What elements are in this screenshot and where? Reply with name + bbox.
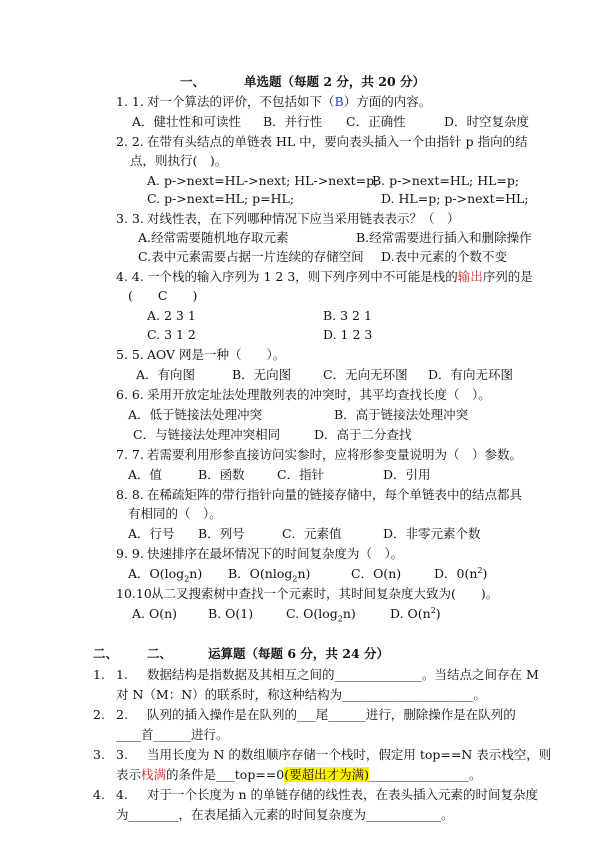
q7-text: 若需要利用形参直接访问实参时，应将形参变量说明为（ ）参数。 xyxy=(147,447,523,462)
q2-option-c: C. p->next=HL; p=HL; xyxy=(147,191,295,206)
q8-option-d: D．非零元素个数 xyxy=(383,526,481,541)
q6-text: 采用开放定址法处理散列表的冲突时，其平均查找长度（ ）。 xyxy=(147,387,491,402)
q10-text: 从二叉搜索树中查找一个元素时，其时间复杂度大致为( )。 xyxy=(151,586,499,601)
s2-q3-line2: 表示栈满的条件是___top==0(要超出才为满)________________。 xyxy=(116,767,482,782)
s2-q2-number-2: 2. xyxy=(116,707,128,722)
q9-option-a: A．$O(\log_2n)$ xyxy=(128,566,203,584)
q3-option-d: D.表中元素的个数不变 xyxy=(381,249,508,264)
q6-option-b: B．高于链接法处理冲突 xyxy=(334,407,469,422)
q8-option-a: A．行号 xyxy=(128,526,175,541)
q3-option-b: B.经常需要进行插入和删除操作 xyxy=(356,230,532,245)
q2-number: 2. 2. xyxy=(116,134,144,149)
s2-q1-number-1: 1. xyxy=(93,667,105,682)
section2-number-1: 二、 xyxy=(93,646,119,661)
s2-q2-line2: ____首______进行。 xyxy=(116,727,229,742)
q6-option-a: A．低于链接法处理冲突 xyxy=(128,407,263,422)
q5-option-c: C．无向无环图 xyxy=(323,367,408,382)
s2-q1-number-2: 1. xyxy=(116,667,128,682)
q10-option-d: D. $O(n^2)$ xyxy=(390,605,441,621)
q5-number: 5. 5. xyxy=(116,347,144,362)
q3-option-c: C.表中元素需要占据一片连续的存储空间 xyxy=(138,249,364,264)
q9-text: 快速排序在最坏情况下的时间复杂度为（ ）。 xyxy=(147,546,404,561)
q4-answer: ( C ) xyxy=(128,288,198,303)
q10-option-b: B. O(1) xyxy=(208,606,254,621)
s2-q3-highlight: (要超出才为满) xyxy=(284,767,369,782)
s2-q3-line1: 当用长度为 N 的数组顺序存储一个栈时，假定用 top==N 表示栈空，则 xyxy=(147,747,552,762)
q10-number: 10.10. xyxy=(116,586,156,601)
q9-option-c: C．O(n) xyxy=(351,566,402,581)
q4-text: 一个栈的输入序列为 1 2 3，则下列序列中不可能是栈的输出序列的是 xyxy=(147,269,533,284)
section1-number: 一、 xyxy=(180,74,206,89)
q6-number: 6. 6. xyxy=(116,387,144,402)
section1-title: 单选题（每题 2 分，共 20 分） xyxy=(244,74,426,89)
q1-option-a: A．健壮性和可读性 xyxy=(132,114,242,129)
q1-option-d: D．时空复杂度 xyxy=(444,114,530,129)
q7-option-a: A．值 xyxy=(128,467,163,482)
s2-q2-number-1: 2. xyxy=(93,707,105,722)
s2-q4-number-2: 4. xyxy=(116,787,128,802)
q7-option-c: C．指针 xyxy=(277,467,325,482)
q8-text-line2: 有相同的（ ）。 xyxy=(128,506,222,521)
s2-q3-number-2: 3. xyxy=(116,747,128,762)
q8-text-line1: 在稀疏矩阵的带行指针向量的链接存储中，每个单链表中的结点都具 xyxy=(147,487,523,502)
q2-text-line1: 在带有头结点的单链表 HL 中，要向表头插入一个由指针 p 指向的结 xyxy=(147,134,528,149)
q4-option-c: C. 3 1 2 xyxy=(147,327,196,342)
s2-q4-line2: 为________，在表尾插入元素的时间复杂度为____________。 xyxy=(116,807,454,822)
q9-option-b: B．O(nlog$_2$n) xyxy=(228,566,311,584)
q5-option-d: D．有向无环图 xyxy=(428,367,514,382)
q4-option-b: B. 3 2 1 xyxy=(323,308,372,323)
q4-number: 4. 4. xyxy=(116,269,144,284)
q8-number: 8. 8. xyxy=(116,487,144,502)
q5-option-a: A．有向图 xyxy=(136,367,196,382)
q1-option-b: B．并行性 xyxy=(263,114,323,129)
s2-q1-line2: 对 N（M：N）的联系时，称这种结构为_____________________。 xyxy=(116,687,486,702)
q10-option-a: A. O(n) xyxy=(132,606,178,621)
q3-number: 3. 3. xyxy=(116,211,144,226)
section2-number-2: 二、 xyxy=(147,646,173,661)
s2-q4-line1: 对于一个长度为 n 的单链存储的线性表，在表头插入元素的时间复杂度 xyxy=(147,787,538,802)
q6-option-c: C．与链接法处理冲突相同 xyxy=(133,427,281,442)
q9-option-d: D．$0(n^2)$ xyxy=(434,565,488,581)
q4-option-d: D. 1 2 3 xyxy=(323,327,373,342)
s2-q3-number-1: 3. xyxy=(93,747,105,762)
q4-option-a: A. 2 3 1 xyxy=(147,308,196,323)
s2-q1-line1: 数据结构是指数据及其相互之间的______________。当结点之间存在 M xyxy=(147,667,539,682)
q1-text: 对一个算法的评价，不包括如下（B）方面的内容。 xyxy=(147,94,432,109)
q2-option-d: D. HL=p; p->next=HL; xyxy=(381,191,529,206)
section2-title: 运算题（每题 6 分，共 24 分） xyxy=(208,646,390,661)
q5-option-b: B．无向图 xyxy=(232,367,292,382)
q7-option-d: D．引用 xyxy=(383,467,431,482)
q8-option-c: C．元素值 xyxy=(282,526,342,541)
q9-number: 9. 9. xyxy=(116,546,144,561)
q7-option-b: B．函数 xyxy=(198,467,245,482)
q1-option-c: C．正确性 xyxy=(346,114,406,129)
q2-option-b: B. p->next=HL; HL=p; xyxy=(372,173,520,188)
s2-q4-number-1: 4. xyxy=(93,787,105,802)
q5-text: AOV 网是一种（ ）。 xyxy=(147,347,286,362)
q1-answer: B xyxy=(334,94,344,109)
s2-q2-line1: 队列的插入操作是在队列的___尾______进行，删除操作是在队列的 xyxy=(147,707,516,722)
q8-option-b: B．列号 xyxy=(198,526,245,541)
q6-option-d: D．高于二分查找 xyxy=(314,427,412,442)
q3-option-a: A.经常需要随机地存取元素 xyxy=(138,230,289,245)
q2-option-a: A. p->next=HL->next; HL->next=p; xyxy=(147,173,379,188)
q7-number: 7. 7. xyxy=(116,447,144,462)
q3-text: 对线性表，在下列哪种情况下应当采用链表表示？（ ） xyxy=(147,211,460,226)
q1-number: 1. 1. xyxy=(116,94,144,109)
q2-text-line2: 点，则执行( )。 xyxy=(130,153,228,168)
q10-option-c: C. $O(\log_2n)$ xyxy=(286,606,356,624)
